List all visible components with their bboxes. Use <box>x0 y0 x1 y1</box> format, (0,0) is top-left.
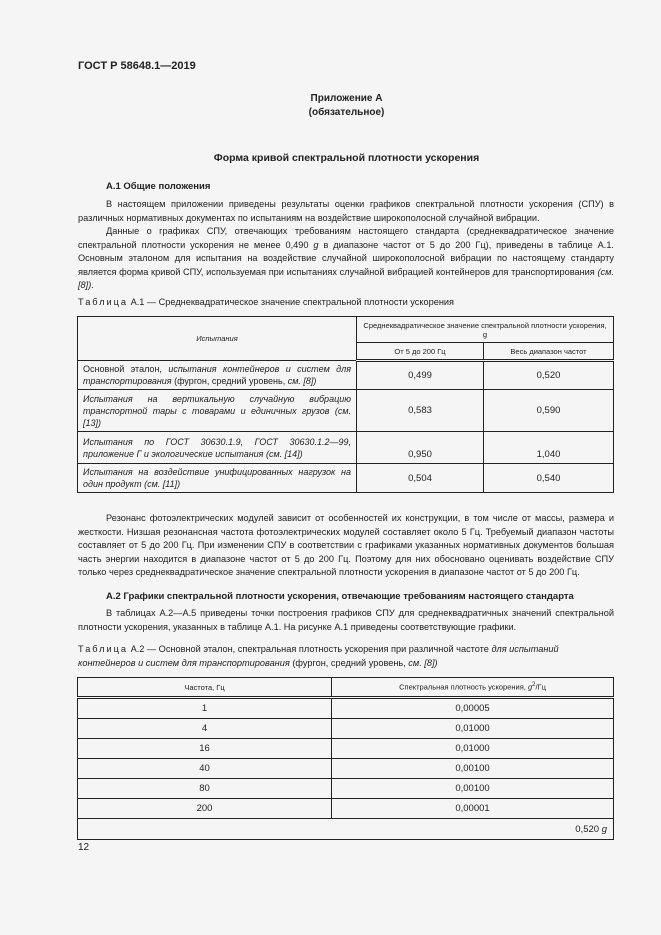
document-code: ГОСТ Р 58648.1—2019 <box>78 60 196 72</box>
value-5-200: 0,583 <box>357 390 484 432</box>
section-a1-body <box>78 198 614 293</box>
psd-cell: 0,01000 <box>332 739 614 759</box>
paragraph: Данные о графиках СПУ, отвечающих требованиям настоящего стандарта (среднеквадратическое значение спектральной плотности ускорения не менее 0,490 g в диапазоне частот от 5 до 200 Гц), приведены в таблице А.1. Основным эталоном для испытания на воздействие случайной широкополосной вибрации по настоящему стандарту является форма кривой СПУ, используемая при испытаниях случайной вибрацией контейнеров для транспортирования (см. [8]). <box>78 226 614 290</box>
table-row <box>78 464 614 493</box>
frequency-cell: 1 <box>78 698 332 719</box>
value-full-range: 1,040 <box>484 432 614 464</box>
section-a2-heading: А.2 Графики спектральной плотности ускорения, отвечающие требованиям настоящего стандарта <box>106 591 574 602</box>
value-5-200: 0,950 <box>357 432 484 464</box>
appendix-label: Приложение А <box>310 93 383 104</box>
main-title: Форма кривой спектральной плотности ускорения <box>213 152 480 164</box>
table-a2 <box>77 677 614 840</box>
column-header-full-range: Весь диапазон частот <box>484 343 614 361</box>
table-row <box>78 361 614 390</box>
table-row <box>78 719 614 739</box>
psd-cell: 0,01000 <box>332 719 614 739</box>
reference-link: (см. [8]) <box>78 266 614 290</box>
frequency-cell: 200 <box>78 799 332 819</box>
table-row <box>78 799 614 819</box>
psd-cell: 0,00001 <box>332 799 614 819</box>
table-row <box>78 739 614 759</box>
test-description: Основной эталон, испытания контейнеров и систем для транспортирования (фургон, средний уровень, см. [8]) <box>78 361 357 390</box>
paragraph: В настоящем приложении приведены результаты оценки графиков спектральной плотности ускорения (СПУ) в различных нормативных документах по испытаниям на воздействие широкополосной случайной вибрации. <box>78 199 614 223</box>
table-row <box>78 390 614 432</box>
frequency-cell: 80 <box>78 779 332 799</box>
value-5-200: 0,499 <box>357 361 484 390</box>
value-5-200: 0,504 <box>357 464 484 493</box>
column-header-frequency: Частота, Гц <box>78 678 332 698</box>
table-row <box>78 432 614 464</box>
value-full-range: 0,540 <box>484 464 614 493</box>
frequency-cell: 4 <box>78 719 332 739</box>
test-description: Испытания по ГОСТ 30630.1.9, ГОСТ 30630.1.2—99, приложение Г и экологические испытания (см. [14]) <box>78 432 357 464</box>
appendix-status: (обязательное) <box>308 107 385 118</box>
table-row <box>78 759 614 779</box>
value-full-range: 0,520 <box>484 361 614 390</box>
test-description: Испытания на вертикальную случайную вибрацию транспортной тары с товарами и единичных грузов (см. [13]) <box>78 390 357 432</box>
table-row <box>78 779 614 799</box>
page-number: 12 <box>78 842 90 853</box>
table-a1-caption: Таблица А.1 — Среднеквадратическое значение спектральной плотности ускорения <box>78 297 455 307</box>
column-header-tests: Испытания <box>78 317 357 361</box>
column-header-rms: Среднеквадратическое значение спектральной плотности ускорения, g <box>357 317 614 343</box>
section-a1-heading: А.1 Общие положения <box>106 181 211 192</box>
frequency-cell: 40 <box>78 759 332 779</box>
frequency-cell: 16 <box>78 739 332 759</box>
psd-cell: 0,00100 <box>332 759 614 779</box>
table-a2-caption: Таблица А.2 — Основной эталон, спектральная плотность ускорения при различной частоте для испытаний контейнеров и систем для транспортирования (фургон, средний уровень, см. [8]) <box>78 644 559 668</box>
psd-cell: 0,00100 <box>332 779 614 799</box>
column-header-psd: Спектральная плотность ускорения, $g^2/Гц$ <box>332 678 614 698</box>
total-value: 0,520 g <box>78 819 614 840</box>
table-total-row <box>78 819 614 840</box>
resonance-paragraph: Резонанс фотоэлектрических модулей зависит от особенностей их конструкции, в том числе от массы, размера и жесткости. Низшая резонансная частота фотоэлектрических модулей составляет около 5 Гц. Требуемый диапазон частоты составляет от 5 до 200 Гц. При изменении СПУ в соответствии с графиками указанных нормативных документов большая часть энергии находится в диапазоне частот от 5 до 200 Гц. Поэтому для них обосновано оценивать воздействие СПУ только через среднеквадратическое значение спектральной плотности ускорения в диапазоне частот от 5 до 200 Гц. <box>78 513 614 577</box>
psd-cell: 0,00005 <box>332 698 614 719</box>
test-description: Испытания на воздействие унифицированных нагрузок на один продукт (см. [11]) <box>78 464 357 493</box>
section-a2-body: В таблицах А.2—А.5 приведены точки построения графиков СПУ для среднеквадратичных значений спектральной плотности ускорения, указанных в таблице А.1. На рисунке А.1 приведены соответствующие графики. <box>78 608 614 632</box>
table-a1 <box>77 316 614 493</box>
appendix-title <box>0 92 661 120</box>
value-full-range: 0,590 <box>484 390 614 432</box>
table-row <box>78 698 614 719</box>
column-header-5-200: От 5 до 200 Гц <box>357 343 484 361</box>
